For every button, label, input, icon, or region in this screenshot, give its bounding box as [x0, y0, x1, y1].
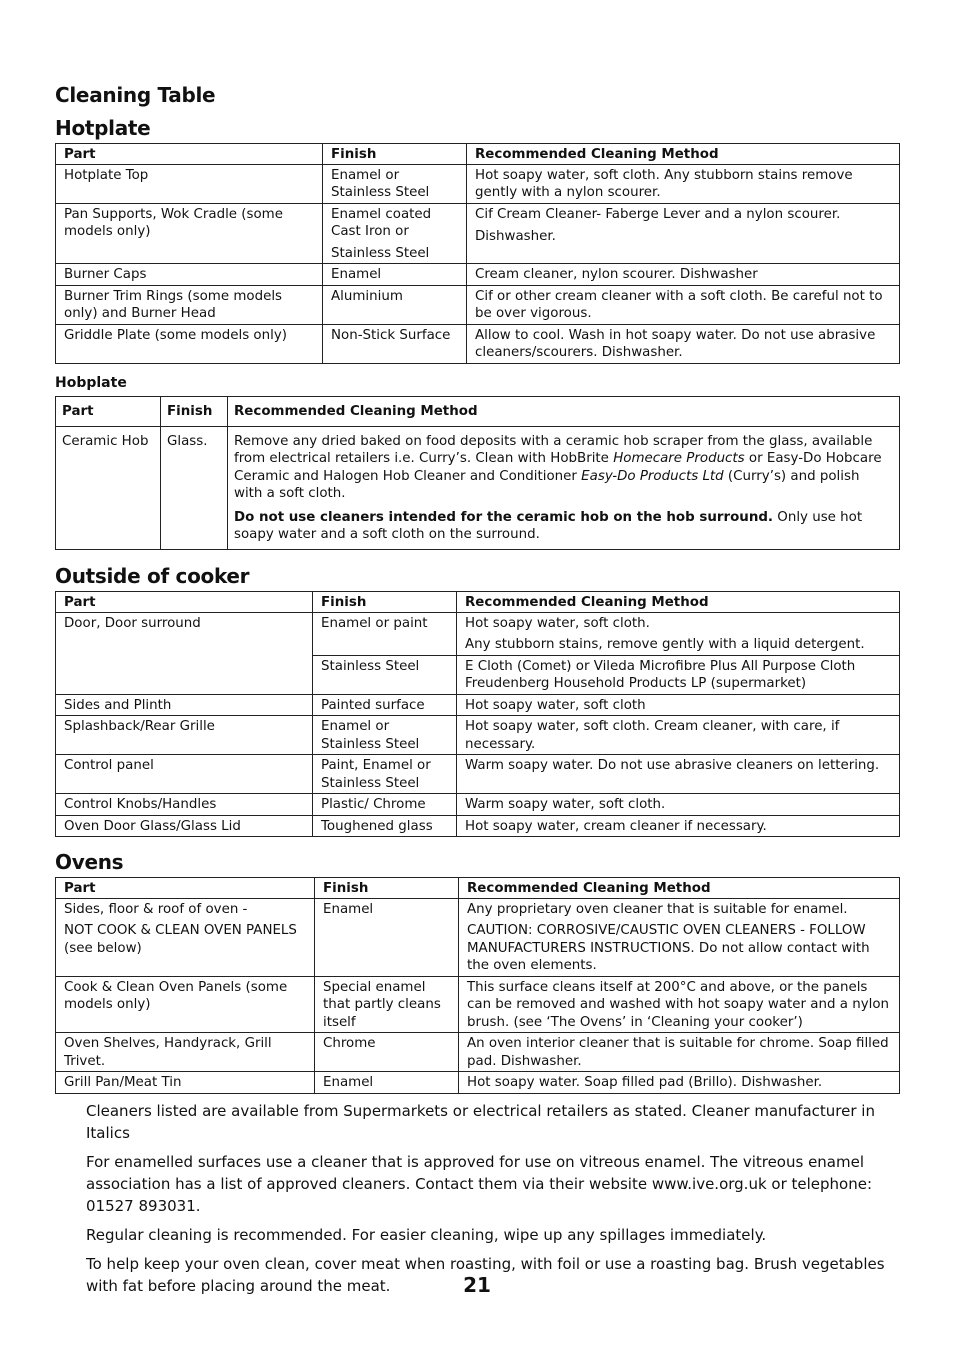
finish-cell: Special enamel that partly cleans itself: [315, 976, 459, 1033]
finish-cell: Paint, Enamel or Stainless Steel: [313, 755, 457, 794]
table-row: [56, 694, 900, 716]
table-header-row: [56, 397, 900, 427]
hobplate-heading: Hobplate: [55, 375, 127, 391]
table-row: [56, 815, 900, 837]
method-cell: Warm soapy water, soft cloth.: [457, 794, 900, 816]
finish-cell: Stainless Steel: [313, 655, 457, 694]
table-row: [56, 264, 900, 286]
part-cell: Control Knobs/Handles: [56, 794, 313, 816]
outside-heading: Outside of cooker: [55, 564, 250, 588]
finish-text: Stainless Steel: [331, 245, 430, 261]
col-header-part: Part: [56, 592, 313, 613]
finish-cell: [323, 203, 467, 264]
col-header-part: Part: [56, 878, 315, 899]
table-row: [56, 203, 900, 264]
col-header-method: Recommended Cleaning Method: [228, 397, 900, 427]
part-cell: Oven Shelves, Handyrack, Grill Trivet.: [56, 1033, 315, 1072]
table-row: [56, 898, 900, 976]
manufacturer-name: Easy-Do Products Ltd: [581, 468, 724, 484]
ovens-table: [55, 877, 900, 1094]
method-cell: Warm soapy water. Do not use abrasive cleaners on lettering.: [457, 755, 900, 794]
page-number: 21: [463, 1273, 491, 1297]
part-cell: Oven Door Glass/Glass Lid: [56, 815, 313, 837]
hotplate-table: [55, 143, 900, 364]
table-row: [56, 716, 900, 755]
part-cell: Sides and Plinth: [56, 694, 313, 716]
finish-cell: Enamel or Stainless Steel: [323, 164, 467, 203]
table-row: [56, 976, 900, 1033]
part-text: Sides, floor & roof of oven -: [64, 901, 248, 917]
table-row: [56, 755, 900, 794]
method-cell: [228, 426, 900, 549]
page-title: Cleaning Table: [55, 83, 216, 107]
manufacturer-name: Homecare Products: [613, 451, 745, 466]
finish-cell: Chrome: [315, 1033, 459, 1072]
part-cell: Splashback/Rear Grille: [56, 716, 313, 755]
finish-cell: Enamel: [315, 1072, 459, 1094]
table-header-row: [56, 592, 900, 613]
method-text: Any stubborn stains, remove gently with a liquid detergent.: [465, 637, 865, 652]
finish-cell: Aluminium: [323, 285, 467, 324]
col-header-method: Recommended Cleaning Method: [457, 592, 900, 613]
table-row: [56, 324, 900, 363]
finish-cell: Non-Stick Surface: [323, 324, 467, 363]
method-text: Dishwasher.: [475, 229, 556, 244]
method-cell: [459, 898, 900, 976]
method-cell: [457, 612, 900, 655]
note-paragraph: To help keep your oven clean, cover meat when roasting, with foil or use a roasting bag. Brush vegetables with fat before placing around the meat.: [86, 1255, 885, 1295]
warning-text: Do not use cleaners intended for the ceramic hob on the hob surround. Only use hot soapy water and a soft cloth on the surround.: [234, 509, 863, 542]
table-row: [56, 164, 900, 203]
part-cell: Control panel: [56, 755, 313, 794]
table-row: [56, 285, 900, 324]
method-cell: E Cloth (Comet) or Vileda Microfibre Plus All Purpose Cloth Freudenberg Household Products LP (supermarket): [457, 655, 900, 694]
col-header-part: Part: [56, 144, 323, 165]
table-header-row: [56, 144, 900, 165]
col-header-finish: Finish: [313, 592, 457, 613]
note-paragraph: For enamelled surfaces use a cleaner that is approved for use on vitreous enamel. The vitreous enamel association has a list of approved cleaners. Contact them via their website www.ive.org.uk or telephone: 01527 893031.: [86, 1153, 873, 1215]
table-header-row: [56, 878, 900, 899]
method-cell: This surface cleans itself at 200°C and above, or the panels can be removed and washed with hot soapy water and a nylon brush. (see ‘The Ovens’ in ‘Cleaning your cooker’): [459, 976, 900, 1033]
table-row: [56, 1033, 900, 1072]
part-cell: Burner Caps: [56, 264, 323, 286]
finish-cell: Enamel or paint: [313, 612, 457, 655]
col-header-finish: Finish: [323, 144, 467, 165]
method-text: Any proprietary oven cleaner that is suitable for enamel.: [467, 901, 848, 917]
part-cell: Hotplate Top: [56, 164, 323, 203]
part-cell: Griddle Plate (some models only): [56, 324, 323, 363]
method-cell: [467, 203, 900, 264]
part-text: NOT COOK & CLEAN OVEN PANELS (see below): [64, 923, 297, 956]
col-header-part: Part: [56, 397, 161, 427]
part-cell: Grill Pan/Meat Tin: [56, 1072, 315, 1094]
method-cell: Cif or other cream cleaner with a soft cloth. Be careful not to be over vigorous.: [467, 285, 900, 324]
outside-table: [55, 591, 900, 837]
method-cell: Hot soapy water, soft cloth. Cream cleaner, with care, if necessary.: [457, 716, 900, 755]
finish-cell: Toughened glass: [313, 815, 457, 837]
part-cell: [56, 898, 315, 976]
part-cell: Burner Trim Rings (some models only) and Burner Head: [56, 285, 323, 324]
method-text: Cif Cream Cleaner- Faberge Lever and a nylon scourer.: [475, 206, 841, 222]
col-header-finish: Finish: [161, 397, 228, 427]
hotplate-heading: Hotplate: [55, 116, 151, 140]
method-cell: Hot soapy water, cream cleaner if necessary.: [457, 815, 900, 837]
finish-cell: Enamel or Stainless Steel: [313, 716, 457, 755]
part-cell: Pan Supports, Wok Cradle (some models only): [56, 203, 323, 264]
finish-cell: Glass.: [161, 426, 228, 549]
method-cell: Cream cleaner, nylon scourer. Dishwasher: [467, 264, 900, 286]
method-text: Remove any dried baked on food deposits with a ceramic hob scraper from the glass, available from electrical retailers i.e. Curry’s. Clean with HobBrite Homecare Products or Easy-Do Hobcare Ceramic and Halogen Hob Cleaner and Conditioner Easy-Do Products Ltd (Curry’s) and polish with a soft cloth.: [234, 433, 882, 501]
finish-cell: Plastic/ Chrome: [313, 794, 457, 816]
ovens-heading: Ovens: [55, 850, 124, 874]
method-text: Hot soapy water, soft cloth.: [465, 615, 650, 631]
warning-bold: Do not use cleaners intended for the ceramic hob on the hob surround.: [234, 509, 774, 525]
col-header-finish: Finish: [315, 878, 459, 899]
method-cell: Allow to cool. Wash in hot soapy water. Do not use abrasive cleaners/scourers. Dishwasher.: [467, 324, 900, 363]
method-cell: Hot soapy water, soft cloth: [457, 694, 900, 716]
method-cell: Hot soapy water, soft cloth. Any stubborn stains remove gently with a nylon scourer.: [467, 164, 900, 203]
finish-cell: Enamel: [315, 898, 459, 976]
table-row: [56, 612, 900, 655]
method-cell: Hot soapy water. Soap filled pad (Brillo). Dishwasher.: [459, 1072, 900, 1094]
hobplate-table: [55, 396, 900, 550]
note-paragraph: Regular cleaning is recommended. For easier cleaning, wipe up any spillages immediately.: [86, 1226, 767, 1244]
table-row: [56, 1072, 900, 1094]
caution-text: CAUTION: CORROSIVE/CAUSTIC OVEN CLEANERS - FOLLOW MANUFACTURERS INSTRUCTIONS. Do not allow contact with the oven elements.: [467, 923, 870, 973]
col-header-method: Recommended Cleaning Method: [467, 144, 900, 165]
part-cell: Ceramic Hob: [56, 426, 161, 549]
finish-cell: Enamel: [323, 264, 467, 286]
table-row: [56, 426, 900, 549]
part-cell: Cook & Clean Oven Panels (some models only): [56, 976, 315, 1033]
note-paragraph: Cleaners listed are available from Supermarkets or electrical retailers as stated. Cleaner manufacturer in Italics: [86, 1102, 875, 1142]
finish-cell: Painted surface: [313, 694, 457, 716]
part-cell: Door, Door surround: [56, 612, 313, 694]
table-row: [56, 794, 900, 816]
method-cell: An oven interior cleaner that is suitable for chrome. Soap filled pad. Dishwasher.: [459, 1033, 900, 1072]
col-header-method: Recommended Cleaning Method: [459, 878, 900, 899]
finish-text: Enamel coated Cast Iron or: [331, 206, 432, 239]
